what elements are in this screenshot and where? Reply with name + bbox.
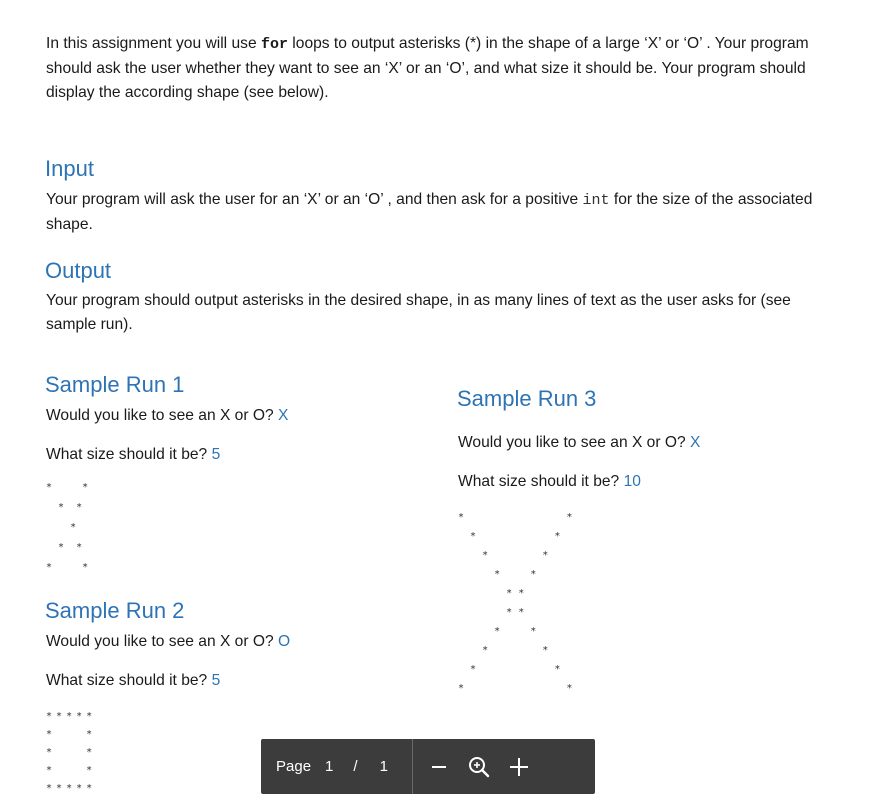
plus-icon [510, 758, 528, 776]
intro-text-1: In this assignment you will use [46, 35, 261, 52]
run1-question-size [46, 445, 220, 465]
sample-run-2-heading: Sample Run 2 [45, 598, 185, 623]
page-separator: / [353, 758, 358, 775]
run2-q1: Would you like to see an X or O? [46, 633, 279, 650]
minus-icon [431, 759, 447, 775]
run3-answer-shape: X [690, 434, 701, 451]
magnifier-icon [468, 756, 490, 778]
run3-q2: What size should it be? [458, 473, 624, 490]
input-heading: Input [45, 156, 94, 181]
run2-q2: What size should it be? [46, 672, 212, 689]
zoom-out-button[interactable] [419, 739, 459, 794]
page-label: Page [276, 758, 312, 775]
input-paragraph [46, 188, 816, 237]
input-text-1: Your program will ask the user for an ‘X’ or an ‘O’ , and then ask for a positive [46, 191, 583, 208]
intro-text-2: loops to output asterisks (*) in the shape of a large ‘X’ or ‘O’ . Your program should ask the user whether they want to see an ‘X’ or an ‘O’, and what size it should be. Your program should display the according shape (see below). [46, 35, 809, 101]
sample-run-3-heading: Sample Run 3 [457, 386, 597, 411]
run2-answer-size: 5 [211, 672, 221, 689]
run1-ascii-x: * * * * * * * * * [46, 482, 89, 573]
run2-answer-shape: O [278, 633, 291, 650]
run1-question-shape [46, 406, 288, 426]
total-pages: 1 [379, 758, 388, 775]
zoom-in-button[interactable] [499, 739, 539, 794]
run1-answer-shape: X [278, 407, 289, 424]
int-code: int [582, 192, 610, 209]
toolbar-divider [412, 739, 413, 794]
run3-question-shape [458, 433, 700, 453]
zoom-fit-button[interactable] [459, 739, 499, 794]
sample-run-1-heading: Sample Run 1 [45, 372, 185, 397]
run3-q1: Would you like to see an X or O? [458, 434, 691, 451]
run2-ascii-o: * * * * * * * * * * * * * * * * [46, 711, 92, 794]
run2-question-shape [46, 632, 290, 652]
output-heading: Output [45, 258, 112, 283]
run1-q1: Would you like to see an X or O? [46, 407, 279, 424]
for-keyword: for [260, 36, 288, 53]
run2-question-size [46, 671, 220, 691]
intro-paragraph [46, 32, 816, 105]
run3-ascii-x: * * * * * * * * * * * * * * * * * * * * [458, 512, 573, 694]
input-text-2: for the size of the associated shape. [46, 191, 813, 233]
run1-answer-size: 5 [211, 446, 221, 463]
run1-q2: What size should it be? [46, 446, 212, 463]
output-paragraph: Your program should output asterisks in the desired shape, in as many lines of text as the user asks for (see sample run). [46, 292, 791, 333]
current-page-input[interactable]: 1 [325, 758, 334, 775]
page-toolbar [261, 739, 595, 794]
run3-answer-size: 10 [623, 473, 641, 490]
run3-question-size [458, 472, 641, 492]
